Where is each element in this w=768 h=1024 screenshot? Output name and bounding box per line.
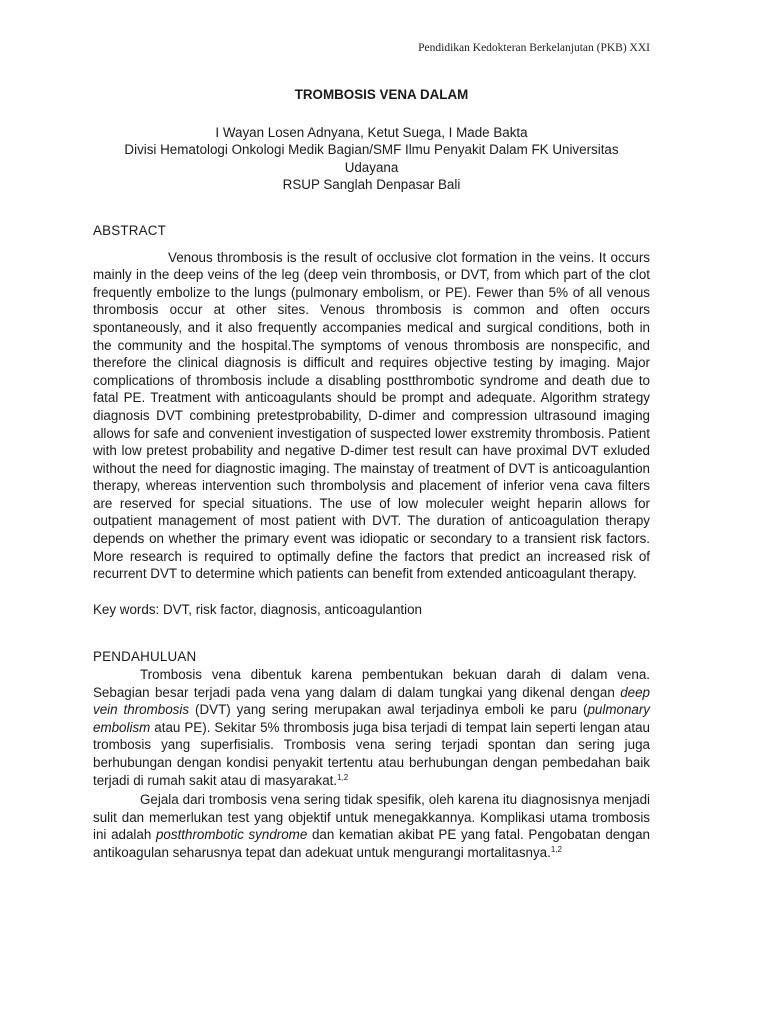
affiliation-line: RSUP Sanglah Denpasar Bali: [282, 177, 461, 193]
document-body: [93, 86, 650, 862]
citation-reference: 1,2: [337, 772, 349, 782]
running-header: Pendidikan Kedokteran Berkelanjutan (PKB) XXI: [418, 42, 650, 54]
italic-term: deep vein thrombosis: [93, 684, 650, 718]
intro-paragraph: [93, 666, 650, 789]
author-block: [93, 124, 650, 194]
intro-paragraph: [93, 791, 650, 861]
paragraph-text: Gejala dari trombosis vena sering tidak spesifik, oleh karena itu diagnosisnya menjadi sulit dan memerlukan test yang objektif untuk menegakkannya. Komplikasi utama trombosis ini adalah: [93, 792, 650, 843]
paragraph-text: Trombosis vena dibentuk karena pembentukan bekuan darah di dalam vena. Sebagian besar terjadi pada vena yang dalam di dalam tungkai yang dikenal dengan: [93, 667, 650, 700]
pendahuluan-heading: PENDAHULUAN: [93, 649, 197, 665]
keywords: Key words: DVT, risk factor, diagnosis, anticoagulantion: [93, 601, 422, 617]
author-names: I Wayan Losen Adnyana, Ketut Suega, I Made Bakta: [215, 124, 528, 140]
paragraph-text: (DVT) yang sering merupakan awal terjadinya emboli ke paru (: [189, 702, 588, 718]
document-title: TROMBOSIS VENA DALAM: [294, 87, 469, 102]
abstract-paragraph: Venous thrombosis is the result of occlusive clot formation in the veins. It occurs mainly in the deep veins of the leg (deep vein thrombosis, or DVT, from which part of the clot frequently embolize to the lungs (pulmonary embolism, or PE). Fewer than 5% of all venous thrombosis occur at other sites. Venous thrombosis is common and often occurs spontaneously, and it also frequently accompanies medical and surgical conditions, both in the community and the hospital.The symptoms of venous thrombosis are nonspecific, and therefore the clinical diagnosis is difficult and requires objective testing by imaging. Major complications of thrombosis include a disabling postthrombotic syndrome and death due to fatal PE. Treatment with anticoagulants should be prompt and adequate. Algorithm strategy diagnosis DVT combining pretestprobability, D-dimer and compression ultrasound imaging allows for safe and convenient investigation of suspected lower exstremity thrombosis. Patient with low pretest probability and negative D-dimer test result can have proximal DVT exluded without the need for diagnostic imaging. The mainstay of treatment of DVT is anticoagulantion therapy, whereas intervention such thrombolysis and placement of inferior vena cava filters are reserved for special situations. The use of low moleculer weight heparin allows for outpatient management of most patient with DVT. The duration of anticoagulation therapy depends on whether the primary event was idiopatic or secondary to a transient risk factors. More research is required to optimally define the factors that predict an increased risk of recurrent DVT to determine which patients can benefit from extended anticoagulant therapy.: [93, 249, 650, 582]
affiliation-line: Udayana: [344, 159, 399, 175]
paragraph-text: atau PE). Sekitar 5% thrombosis juga bisa terjadi di tempat lain seperti lengan atau trombosis yang superfisialis. Trombosis vena sering terjadi spontan dan sering juga berhubungan dengan kondisi penyakit tertentu atau berhubungan dengan pembedahan baik terjadi di rumah sakit atau di masyarakat.: [93, 719, 650, 788]
italic-term: pulmonary embolism: [93, 702, 650, 735]
citation-reference: 1,2: [550, 844, 562, 854]
paragraph-text: dan kematian akibat PE yang fatal. Pengobatan dengan antikoagulan seharusnya tepat dan adekuat untuk mengurangi mortalitasnya.: [93, 827, 651, 860]
affiliation-line: Divisi Hematologi Onkologi Medik Bagian/SMF Ilmu Penyakit Dalam FK Universitas: [124, 142, 619, 158]
abstract-heading: ABSTRACT: [93, 222, 167, 238]
italic-term: postthrombotic syndrome: [155, 827, 308, 843]
